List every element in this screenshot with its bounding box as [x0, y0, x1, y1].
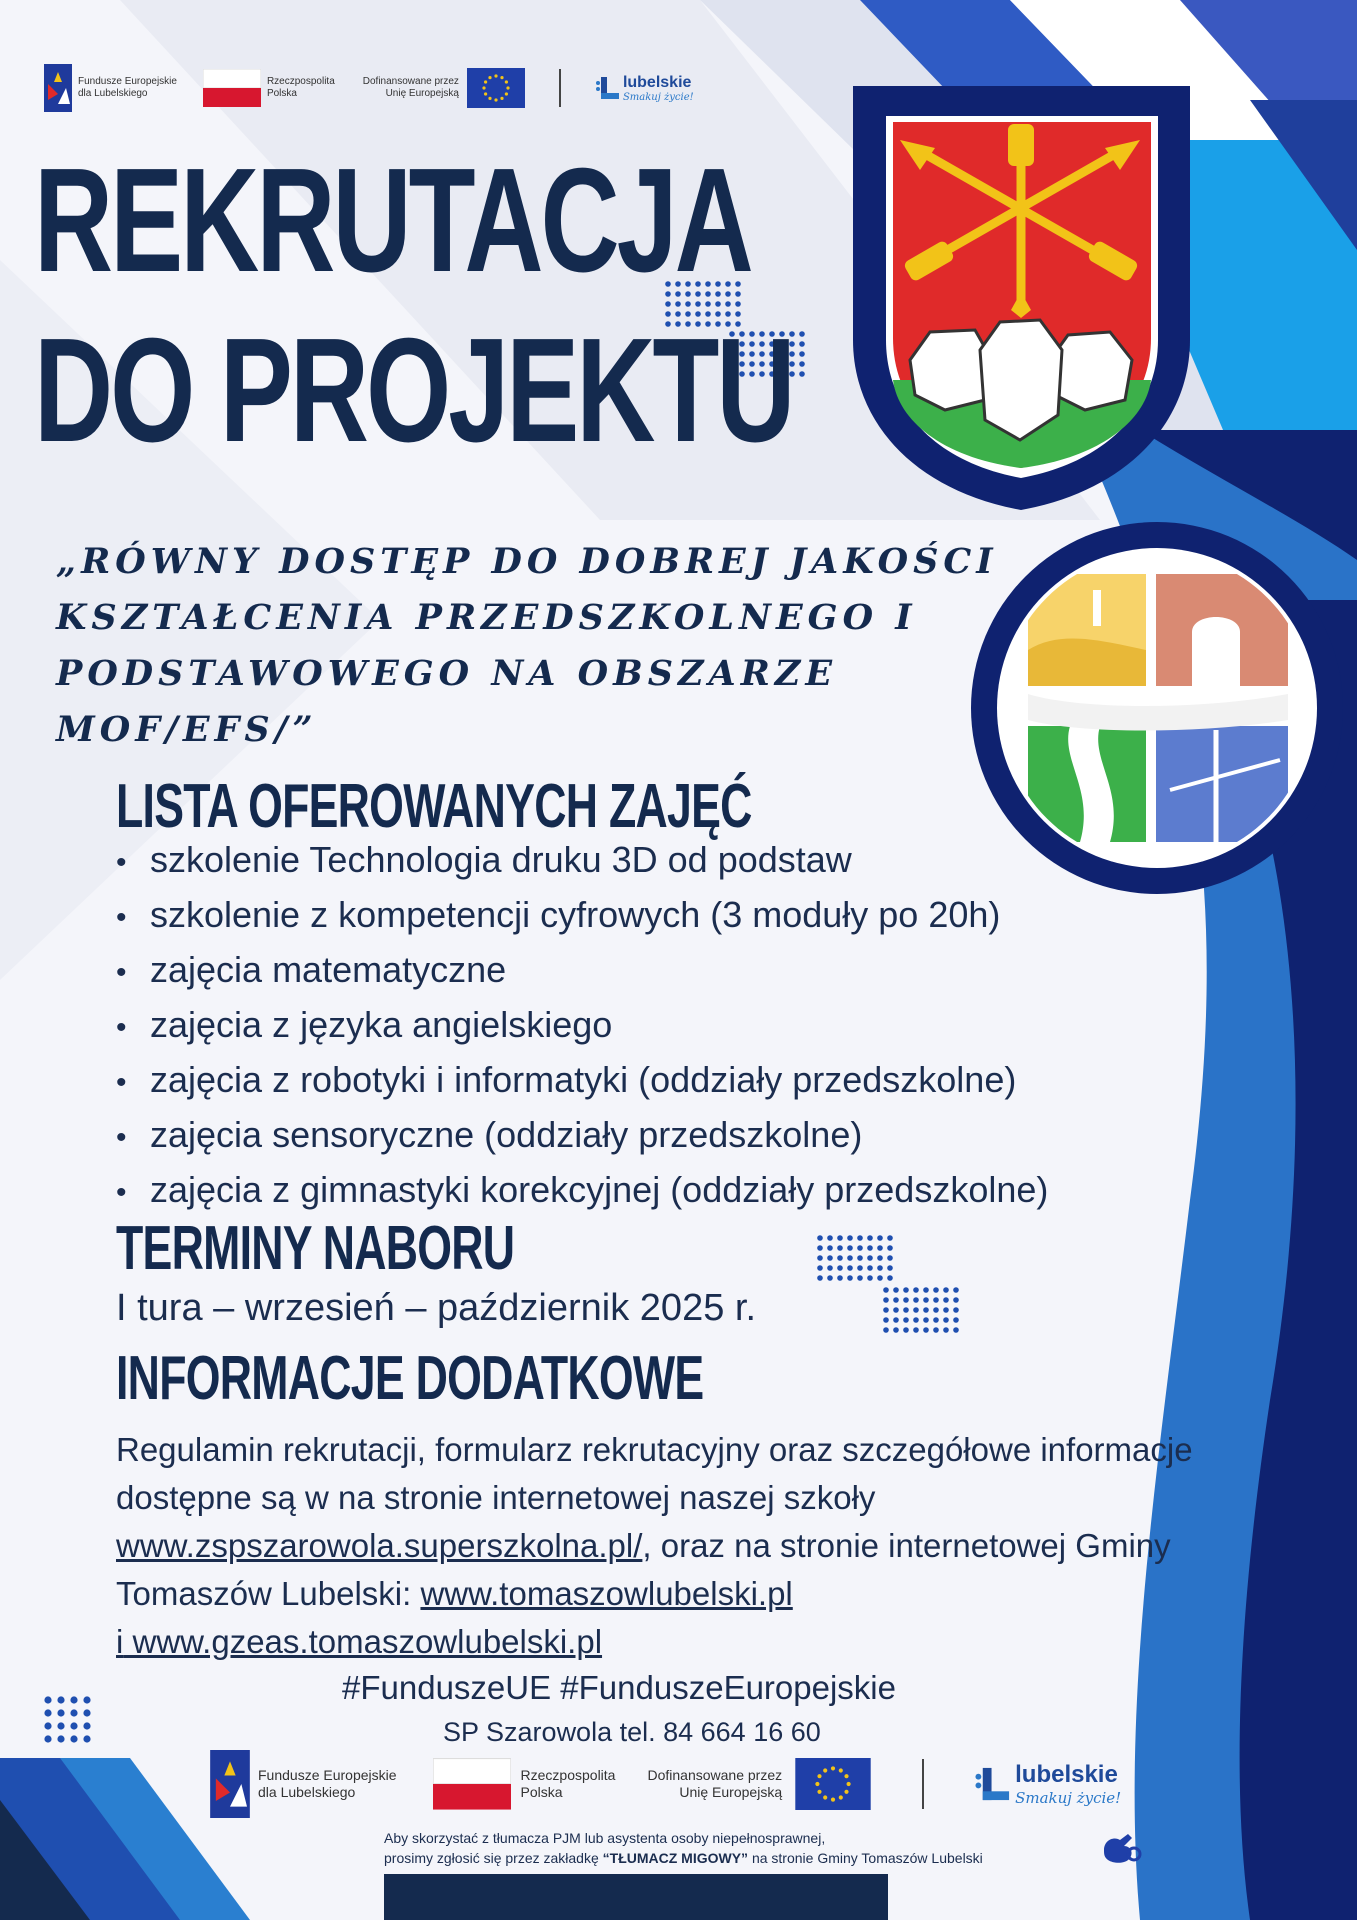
rp-logo [433, 1758, 616, 1810]
bullet-icon: • [116, 1121, 127, 1154]
fe-logo-icon [210, 1750, 250, 1818]
ue-logo-text: Dofinansowane przez Unię Europejską [362, 76, 459, 99]
list-item [116, 999, 1048, 1054]
list-item [116, 1054, 1048, 1109]
lubelskie-word: lubelskie [1015, 1761, 1118, 1788]
eu-flag-icon [794, 1758, 872, 1810]
list-item [116, 834, 1048, 889]
polish-flag-icon [433, 1758, 511, 1810]
courses-title: LISTA OFEROWANYCH ZAJĘĆ [116, 772, 752, 841]
municipality-website-link[interactable]: www.tomaszowlubelski.pl [420, 1575, 793, 1612]
course-item-text: zajęcia sensoryczne (oddziały przedszkolne) [150, 1114, 863, 1155]
sign-language-icon [1098, 1830, 1146, 1866]
bullet-icon: • [116, 846, 127, 879]
bottom-logo-bar [210, 1748, 1121, 1820]
terms-text: I tura – wrzesień – październik 2025 r. [116, 1287, 757, 1329]
sign-language-tab-label: “TŁUMACZ MIGOWY” [602, 1850, 749, 1866]
project-name: „RÓWNY DOSTĘP DO DOBREJ JAKOŚCI KSZTAŁCENIA PRZEDSZKOLNEGO I PODSTAWOWEGO NA OBSZARZE MOF/EFS/” [56, 541, 998, 750]
fe-logo [210, 1750, 397, 1818]
fe-logo-text: Fundusze Europejskie dla Lubelskiego [78, 76, 177, 99]
accessibility-line-1: Aby skorzystać z tłumacza PJM lub asystenta osoby niepełnosprawnej, [384, 1830, 826, 1846]
bullet-icon: • [116, 956, 127, 989]
gzeas-website-link[interactable]: www.gzeas.tomaszowlubelski.pl [123, 1623, 603, 1660]
lubelskie-slogan: Smakuj życie! [622, 91, 694, 103]
bullet-icon: • [116, 1066, 127, 1099]
course-item-text: szkolenie z kompetencji cyfrowych (3 moduły po 20h) [150, 894, 1001, 935]
course-item-text: zajęcia z gimnastyki korekcyjnej (oddziały przedszkolne) [150, 1169, 1049, 1210]
accessibility-line-2-pre: prosimy zgłosić się przez zakładkę [384, 1850, 603, 1866]
accessibility-line-2-post: na stronie Gminy Tomaszów Lubelski [748, 1850, 983, 1866]
list-item [116, 1164, 1048, 1219]
logo-divider [922, 1759, 924, 1809]
list-item [116, 944, 1048, 999]
course-list [116, 834, 1048, 1219]
bullet-icon: • [116, 1011, 127, 1044]
course-item-text: zajęcia z robotyki i informatyki (oddziały przedszkolne) [150, 1059, 1017, 1100]
school-website-link[interactable]: www.zspszarowola.superszkolna.pl/ [116, 1527, 643, 1564]
headline-line-1: REKRUTACJA [34, 138, 751, 303]
info-text-part-1: Regulamin rekrutacji, formularz rekrutacyjny oraz szczegółowe informacje dostępne są w na stronie internetowej naszej szkoły [116, 1431, 1193, 1516]
course-item-text: szkolenie Technologia druku 3D od podstaw [150, 839, 852, 880]
lubelskie-slogan: Smakuj życie! [1015, 1789, 1122, 1807]
lubelskie-logo-icon [974, 1762, 1012, 1806]
contact-phone: SP Szarowola tel. 84 664 16 60 [443, 1717, 821, 1747]
hashtags: #FunduszeUE #FunduszeEuropejskie [342, 1669, 896, 1706]
accessibility-note [384, 1828, 983, 1868]
rp-logo-text: Rzeczpospolita Polska [266, 76, 335, 99]
list-item [116, 1109, 1048, 1164]
course-item-text: zajęcia z języka angielskiego [150, 1004, 613, 1045]
lubelskie-logo [974, 1761, 1121, 1807]
rp-logo-text: Rzeczpospolita Polska [520, 1767, 616, 1800]
accessibility-line-2 [384, 1848, 983, 1868]
info-text [116, 1426, 1196, 1666]
info-text-part-2: , oraz na stronie internetowej Gminy Tomaszów Lubelski: [116, 1527, 1171, 1612]
course-item-text: zajęcia matematyczne [150, 949, 507, 990]
ue-logo-text: Dofinansowane przez Unię Europejską [647, 1767, 783, 1800]
terms-title: TERMINY NABORU [116, 1214, 515, 1283]
lubelskie-word: lubelskie [622, 73, 692, 91]
bullet-icon: • [116, 901, 127, 934]
fe-logo-text: Fundusze Europejskie dla Lubelskiego [258, 1767, 397, 1800]
headline-line-2: DO PROJEKTU [34, 308, 793, 473]
bullet-icon: • [116, 1176, 127, 1209]
info-title: INFORMACJE DODATKOWE [116, 1344, 704, 1413]
ue-logo [647, 1758, 872, 1810]
list-item [116, 889, 1048, 944]
info-text-part-3: i [116, 1623, 124, 1660]
